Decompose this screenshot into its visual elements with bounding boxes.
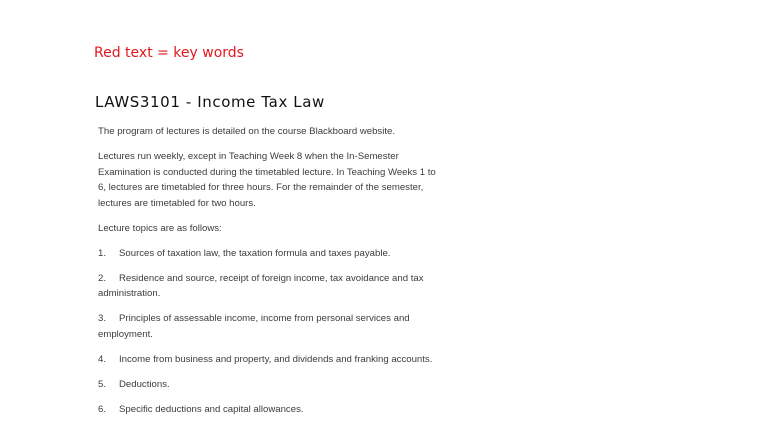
topic-item: [98, 246, 443, 262]
topic-item: [98, 271, 443, 302]
key-words-note: Red text = key words: [94, 45, 244, 61]
topic-number: 4.: [98, 353, 107, 365]
topic-text: Sources of taxation law, the taxation formula and taxes payable.: [119, 247, 391, 259]
topic-number: 6.: [98, 403, 107, 415]
topic-item: [98, 402, 443, 418]
topic-number: 5.: [98, 378, 107, 390]
topic-number: 3.: [98, 313, 107, 324]
topic-number: 2.: [98, 272, 107, 284]
paragraph-lecture-schedule: Lectures run weekly, except in Teaching Week 8 when the In-Semester Examination is conducted during the timetabled lecture. In Teaching Weeks 1 to 6, lectures are timetabled for three hours. For the remainder of the semester, lectures are timetabled for two hours.: [98, 151, 436, 209]
paragraph-program: The program of lectures is detailed on the course Blackboard website.: [98, 126, 396, 137]
topic-item: [98, 352, 443, 368]
topic-text: Residence and source, receipt of foreign income, tax avoidance and tax administration.: [98, 272, 424, 299]
course-title: LAWS3101 - Income Tax Law: [95, 93, 325, 111]
paragraph-topics-intro: Lecture topics are as follows:: [98, 222, 222, 234]
topic-number: 1.: [98, 247, 107, 259]
topic-text: Specific deductions and capital allowances.: [119, 403, 304, 415]
topic-item: [98, 311, 443, 342]
topic-text: Principles of assessable income, income from personal services and employment.: [98, 313, 410, 340]
topic-text: Income from business and property, and dividends and franking accounts.: [119, 353, 433, 365]
topic-item: [98, 377, 443, 393]
course-description: [98, 124, 443, 427]
topic-text: Deductions.: [119, 378, 170, 390]
